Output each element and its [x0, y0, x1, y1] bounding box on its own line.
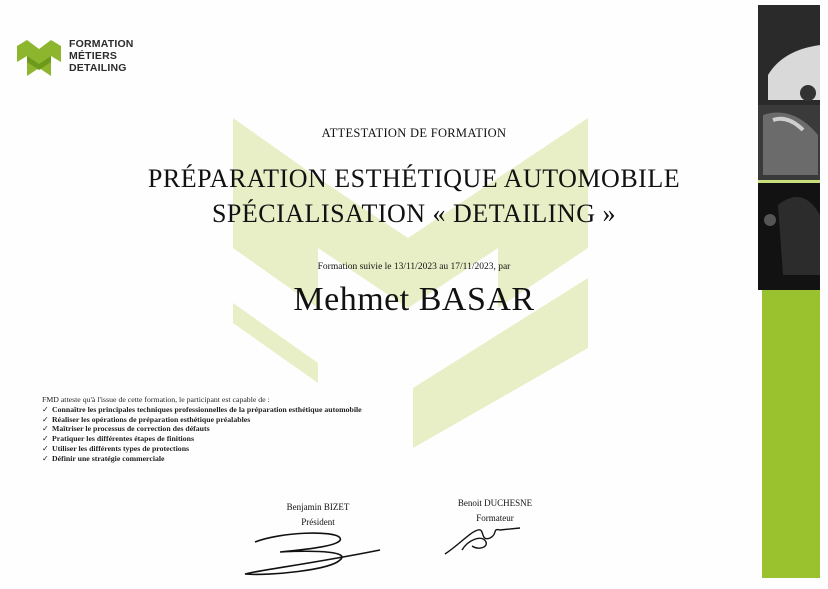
list-item — [42, 405, 362, 415]
certificate-title-line-2: SPÉCIALISATION « DETAILING » — [211, 199, 617, 228]
logo-line-1: FORMATION — [69, 38, 134, 50]
skill-text: Réaliser les opérations de préparation esthétique préalables — [52, 414, 251, 424]
list-item — [42, 434, 362, 444]
check-icon: ✓ — [42, 424, 49, 434]
side-photo-strip — [758, 5, 820, 290]
signatory-president — [258, 500, 378, 530]
car-photo-icon — [758, 5, 820, 290]
logo — [17, 38, 147, 84]
skill-text: Définir une stratégie commerciale — [52, 453, 165, 463]
check-icon: ✓ — [42, 434, 49, 444]
certificate-title-line-1: PRÉPARATION ESTHÉTIQUE AUTOMOBILE — [147, 164, 681, 193]
skills-list — [42, 405, 362, 464]
check-icon: ✓ — [42, 404, 49, 414]
list-item — [42, 424, 362, 434]
list-item — [42, 454, 362, 464]
signatory-name: Benoit DUCHESNE — [457, 498, 533, 508]
skills-intro: FMD atteste qu'à l'issue de cette formation, le participant est capable de : — [42, 395, 270, 404]
logo-mark-icon — [17, 40, 63, 80]
signatory-role: Président — [301, 517, 335, 527]
skills-section — [42, 395, 362, 464]
skill-text: Utiliser les différents types de protections — [52, 443, 190, 453]
side-green-band — [762, 290, 820, 578]
skill-text: Maîtriser le processus de correction des défauts — [52, 424, 210, 434]
check-icon: ✓ — [42, 443, 49, 453]
check-icon: ✓ — [42, 453, 49, 463]
signatory-role: Formateur — [476, 513, 514, 523]
certificate-label: ATTESTATION DE FORMATION — [321, 126, 507, 140]
skill-text: Connaître les principales techniques professionnelles de la préparation esthétique automobile — [52, 404, 362, 414]
recipient-name: Mehmet BASAR — [293, 281, 535, 318]
list-item — [42, 444, 362, 454]
signatory-name: Benjamin BIZET — [286, 502, 350, 512]
training-dates: Formation suivie le 13/11/2023 au 17/11/2023, par — [317, 262, 511, 272]
signature-president-icon — [240, 530, 385, 580]
logo-text — [69, 38, 134, 74]
skill-text: Pratiquer les différentes étapes de finitions — [52, 434, 194, 444]
list-item — [42, 415, 362, 425]
signature-trainer-icon — [440, 522, 525, 560]
logo-line-3: DETAILING — [69, 62, 127, 74]
logo-line-2: MÉTIERS — [69, 50, 118, 62]
check-icon: ✓ — [42, 414, 49, 424]
